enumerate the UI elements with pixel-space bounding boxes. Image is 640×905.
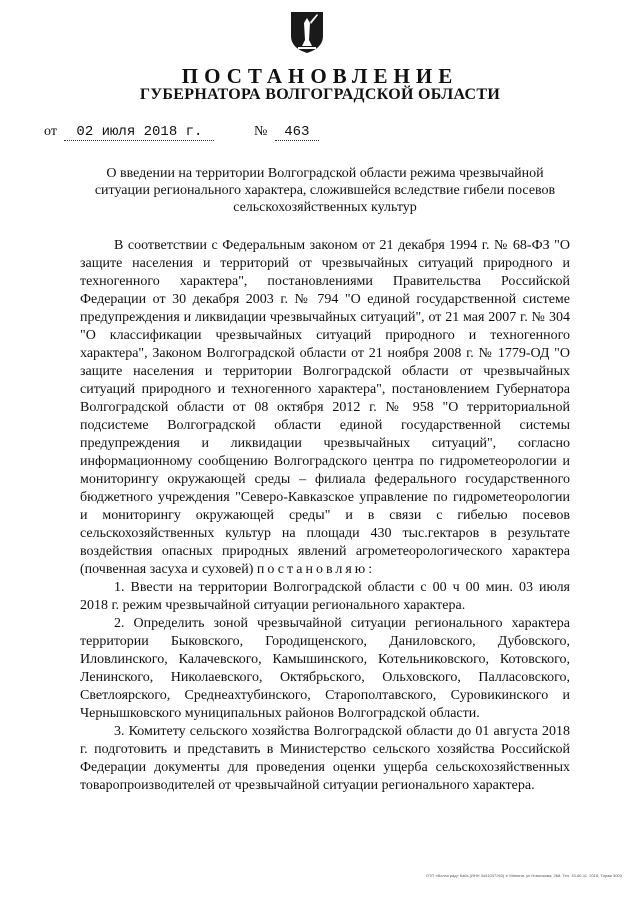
resolve-word: постановляю: [256,562,376,577]
printer-imprint: ОТП «Волгоград» Кабз (ИНН 3441047263) т/ Минина, ул Новичкова, 268. Тел. 33-60-11, 2018, Тираж 5000 [425,873,622,878]
number-label: № [253,124,268,139]
list-item: 3. Комитету сельского хозяйства Волгоградской области до 01 августа 2018 г. подготовить и представить в Министерство сельского хозяйства Российской Федерации документы для проведения оценки ущерба сельскохозяйственных товаропроизводителей от чрезвычайной ситуации регионального характера. [80,724,570,793]
document-number: 463 [275,124,319,141]
document-heading: О введении на территории Волгоградской области режима чрезвычайной ситуации регионального характера, сложившейся вследствие гибели посевов сельскохозяйственных культур [94,166,556,215]
document-title: ПОСТАНОВЛЕНИЕ [181,64,459,88]
document-subtitle: ГУБЕРНАТОРА ВОЛГОГРАДСКОЙ ОБЛАСТИ [139,86,501,103]
date-label: от [44,124,57,139]
preamble-text: В соответствии с Федеральным законом от 21 декабря 1994 г. № 68-ФЗ "О защите населения и территорий от чрезвычайных ситуаций природного и техногенного характера", постановлениями Правительства Российской Федерации от 30 декабря 2003 г. № 794 "О единой государственной системе предупреждения и ликвидации чрезвычайных ситуаций", от 21 мая 2007 г. № 304 "О классификации чрезвычайных ситуаций природного и техногенного характера", Законом Волгоградской области от 21 ноября 2008 г. № 1779-ОД "О защите населения и территории Волгоградской области от чрезвычайных ситуаций природного и техногенного характера", постановлением Губернатора Волгоградской области от 08 октября 2012 г. № 958 "О территориальной подсистеме Волгоградской области единой государственной системы предупреждения и ликвидации чрезвычайных ситуаций", согласно информационному сообщению Волгоградского центра по гидрометеорологии и мониторингу окружающей среды – филиала федерального государственного бюджетного учреждения "Северо-Кавказское управление по гидрометеорологии и мониторингу окружающей среды" и в связи с гибелью посевов сельскохозяйственных культур на площади 430 тыс.гектаров в результате воздействия опасных природных явлений агрометеорологического характера (почвенная засуха и суховей) [80,238,570,577]
volgograd-coat-of-arms-icon [289,10,325,54]
preamble-paragraph [80,237,570,579]
document-date: 02 июля 2018 г. [64,124,214,141]
document-dateline [44,124,319,141]
list-item: 1. Ввести на территории Волгоградской области с 00 ч 00 мин. 03 июля 2018 г. режим чрезвычайной ситуации регионального характера. [80,580,570,613]
document-body [80,237,570,795]
list-item: 2. Определить зоной чрезвычайной ситуации регионального характера территории Быковского, Городищенского, Даниловского, Дубовского, Иловлинского, Калачевского, Камышинского, Котельниковского, Котовского, Ленинского, Николаевского, Октябрьского, Ольховского, Палласовского, Светлоярского, Среднеахтубинского, Старополтавского, Суровикинского и Чернышковского муниципальных районов Волгоградской области. [80,616,570,721]
